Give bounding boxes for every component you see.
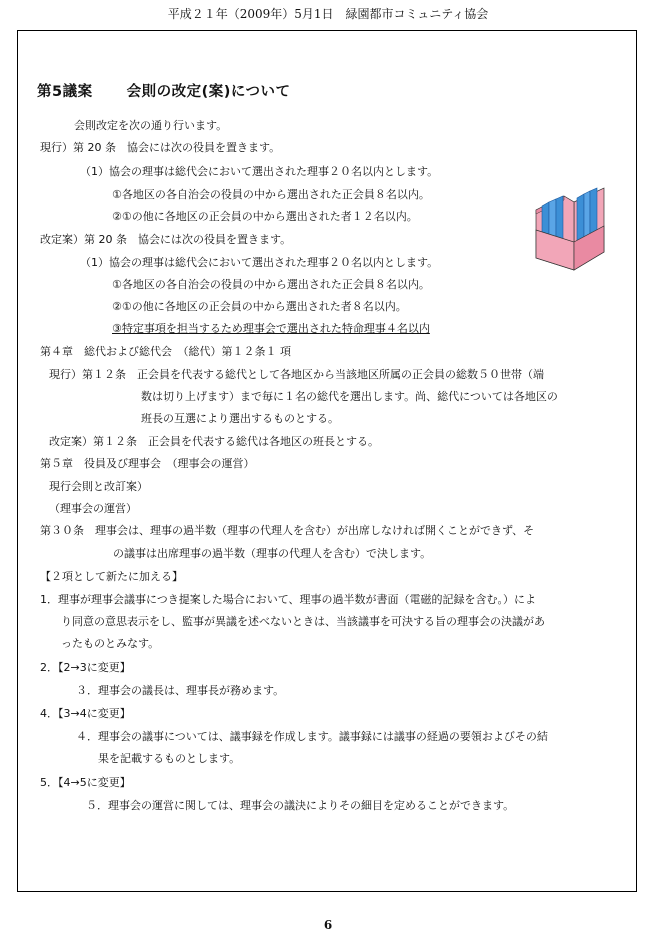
text-line: 現行）第１２条 正会員を代表する総代として各地区から当該地区所属の正会員の総数５０世帯（端	[49, 368, 544, 381]
text-line: り同意の意思表示をし、監事が異議を述べないときは、当該議事を可決する旨の理事会の決議があ	[61, 615, 545, 628]
title-part1: 第5議案	[37, 84, 93, 100]
text-line: 第４章 総代および総代会 （総代）第１２条１ 項	[40, 345, 291, 358]
text-line: ４．理事会の議事については、議事録を作成します。議事録には議事の経過の要領およびその結	[76, 730, 548, 743]
text-line: ②①の他に各地区の正会員の中から選出された者１２名以内。	[112, 210, 418, 223]
text-line: 現行会則と改訂案）	[49, 480, 148, 493]
text-line: ②①の他に各地区の正会員の中から選出された者８名以内。	[112, 300, 407, 313]
text-line: ③特定事項を担当するため理事会で選出された特命理事４名以内	[112, 322, 430, 335]
text-line: 2．【2→3に変更】	[40, 661, 131, 674]
text-line: 第３０条 理事会は、理事の過半数（理事の代理人を含む）が出席しなければ開くことができず、そ	[40, 524, 535, 537]
page-number: 6	[323, 918, 333, 932]
text-line: （理事会の運営）	[49, 502, 137, 515]
text-line: 現行）第 20 条 協会には次の役員を置きます。	[40, 141, 281, 154]
text-line: ５．理事会の運営に関しては、理事会の議決によりその細目を定めることができます。	[86, 799, 515, 812]
text-line: 改定案）第１２条 正会員を代表する総代は各地区の班長とする。	[49, 435, 379, 448]
file-folder-icon	[530, 180, 610, 275]
text-line: 5．【4→5に変更】	[40, 776, 131, 789]
section-title	[37, 80, 291, 101]
text-line: 改定案）第 20 条 協会には次の役員を置きます。	[40, 233, 292, 246]
page-header: 平成２１年（2009年）5月1日 緑園都市コミュニティ協会	[167, 7, 489, 21]
text-line: ったものとみなす。	[61, 637, 160, 650]
text-line: 会則改定を次の通り行います。	[74, 119, 228, 132]
text-line: 第５章 役員及び理事会 （理事会の運営）	[40, 457, 255, 470]
text-line: ３．理事会の議長は、理事長が務めます。	[76, 684, 285, 697]
title-part2: 会則の改定(案)について	[126, 84, 291, 100]
text-line: 数は切り上げます）まで毎に１名の総代を選出します。尚、総代については各地区の	[141, 390, 558, 403]
text-line: の議事は出席理事の過半数（理事の代理人を含む）で決します。	[113, 547, 432, 560]
text-line: 4．【3→4に変更】	[40, 707, 131, 720]
text-line: （1）協会の理事は総代会において選出された理事２０名以内とします。	[80, 256, 439, 269]
text-line: 果を記載するものとします。	[98, 752, 241, 765]
text-line: 【２項として新たに加える】	[40, 570, 183, 583]
text-line: ①各地区の各自治会の役員の中から選出された正会員８名以内。	[112, 278, 430, 291]
text-line: 班長の互選により選出するものとする。	[141, 412, 339, 425]
text-line: 1．理事が理事会議事につき提案した場合において、理事の過半数が書面（電磁的記録を含む。）によ	[40, 593, 537, 606]
text-line: ①各地区の各自治会の役員の中から選出された正会員８名以内。	[112, 188, 430, 201]
text-line: （1）協会の理事は総代会において選出された理事２０名以内とします。	[80, 165, 439, 178]
